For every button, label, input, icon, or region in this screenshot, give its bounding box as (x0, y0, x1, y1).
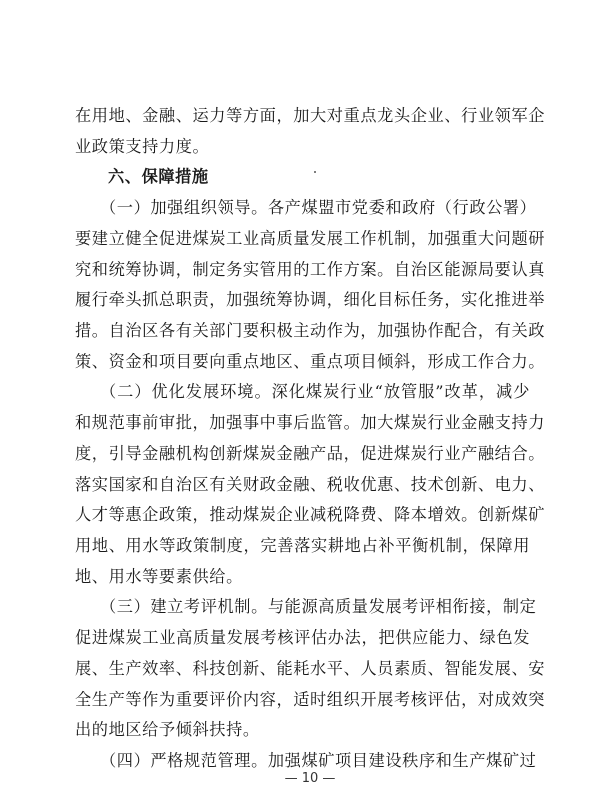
text-line: 究和统筹协调，制定务实管用的工作方案。自治区能源局要认真 (75, 260, 546, 279)
text-line (100, 194, 537, 222)
text-line: 在用地、金融、运力等方面，加大对重点龙头企业、行业领军企 (75, 106, 546, 125)
text-line: 和规范事前审批，加强事中事后监管。加大煤炭行业金融支持力 (75, 413, 546, 432)
page-number: — 10 — (284, 771, 336, 786)
text-line: （二）优化发展环境。深化煤炭行业“放管服”改革，减少 (100, 382, 530, 401)
text-line: 地、用水等要素供给。 (75, 567, 243, 586)
text-line: 促进煤炭工业高质量发展考核评估办法，把供应能力、绿色发 (75, 628, 530, 647)
text-line: （四）严格规范管理。加强煤矿项目建设秩序和生产煤矿过 (100, 751, 537, 770)
text-line: 人才等惠企政策，推动煤炭企业减税降费、降本增效。创新煤矿 (75, 505, 546, 524)
text-line: （三）建立考评机制。与能源高质量发展考评相衔接，制定 (100, 597, 537, 616)
text-line: 度，引导金融机构创新煤炭金融产品，促进煤炭行业产融结合。 (75, 444, 546, 463)
text-line: 要建立健全促进煤炭工业高质量发展工作机制，加强重大问题研 (75, 229, 546, 248)
text-line: 用地、用水等政策制度，完善落实耕地占补平衡机制，保障用 (75, 536, 530, 555)
text-line: 业政策支持力度。 (75, 137, 210, 156)
text-line: 履行牵头抓总职责，加强统筹协调，细化目标任务，实化推进举 (75, 290, 546, 309)
section-heading: 六、保障措施 (108, 167, 209, 186)
text-line: 出的地区给予倾斜扶持。 (75, 720, 260, 739)
paragraph-text: （一）加强组织领导。各产煤盟市党委和政府（行政公署） (100, 198, 537, 217)
text-line: 落实国家和自治区有关财政金融、税收优惠、技术创新、电力、 (75, 475, 546, 494)
text-line: 展、生产效率、科技创新、能耗水平、人员素质、智能发展、安 (75, 659, 546, 678)
text-line: 策、资金和项目要向重点地区、重点项目倾斜，形成工作合力。 (75, 352, 546, 371)
text-line: 全生产等作为重要评价内容，适时组织开展考核评估，对成效突 (75, 690, 546, 709)
text-line: 措。自治区各有关部门要积极主动作为，加强协作配合，有关政 (75, 321, 546, 340)
